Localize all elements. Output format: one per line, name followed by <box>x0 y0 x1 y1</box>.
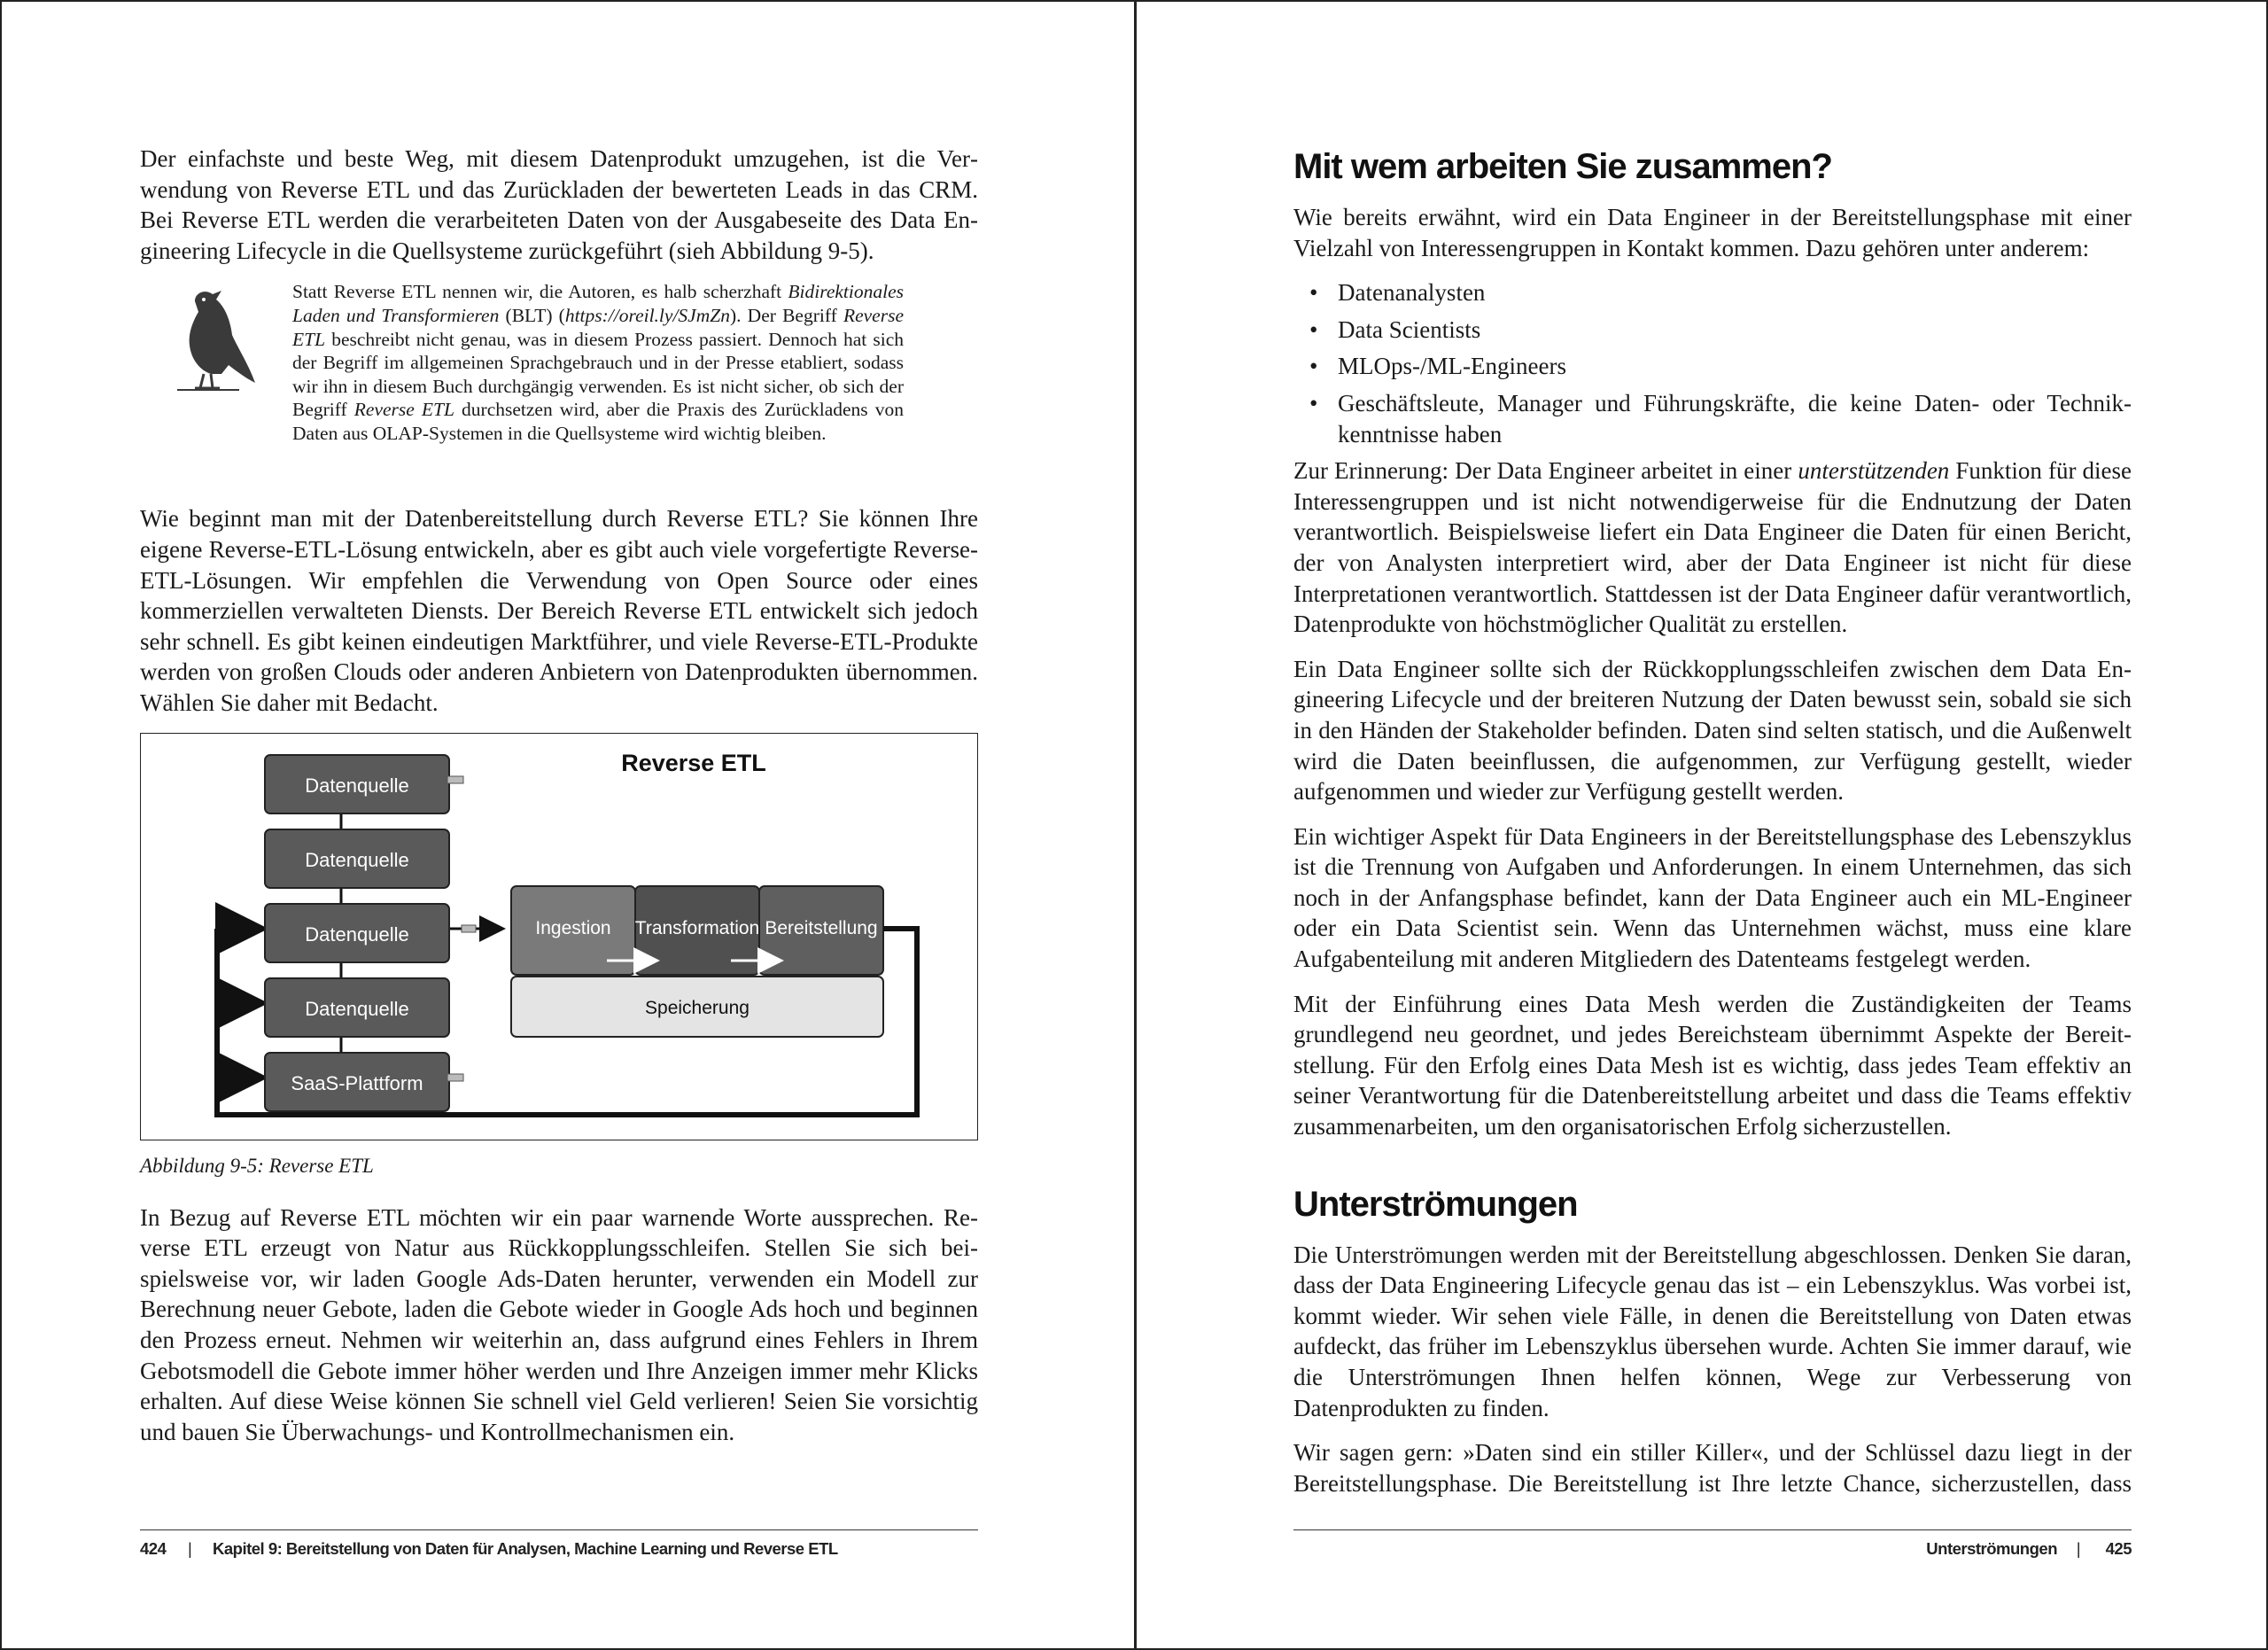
storage-label: Speicherung <box>645 997 750 1018</box>
left-text-column <box>140 144 978 1461</box>
paragraph-feedback: Ein Data Engineer sollte sich der Rückkopplungsschleifen zwischen dem Data Engineering Lifecycle und der breiteren Nutzung der Daten bewusst sein, sobald sie sich in den Händen der Stakeholder befinden. Daten sind selten statisch, und die Außenwelt wird die Daten beeinflussen, die aufgenommen, zur Verfügung gestellt, wieder aufgenommen und wieder zur Verfügung gestellt werden. <box>1293 655 2132 806</box>
source-label: Datenquelle <box>305 774 409 797</box>
stage-label: Ingestion <box>535 917 611 938</box>
paragraph-reverse-etl-start: Wie beginnt man mit der Datenbereitstellung durch Reverse ETL? Sie können Ihre eigene Reverse-ETL-Lösung entwickeln, aber es gibt auch viele vorgefertigte Reverse-ETL-Lösungen. Wir empfehlen die Verwendung von Open Source oder eines kommerziellen verwalteten Diensts. Der Bereich Reverse ETL entwickelt sich jedoch sehr schnell. Es gibt keinen eindeutigen Marktführer, und viele Reverse-ETL-Produkte werden von großen Clouds oder anderen Anbietern von Datenprodukten übernommen. Wählen Sie daher mit Bedacht. <box>140 505 978 716</box>
note-text-part: beschreibt nicht genau, was in diesem Prozess passiert. Dennoch hat sich der Begriff im allgemeinen Sprachgebrauch und in der Presse etabliert, sodass wir ihn in diesem Buch durchgängig verwenden. Es ist nicht sicher, ob sich der Begriff <box>292 328 904 421</box>
stakeholder-list <box>1293 277 2132 449</box>
source-label: Datenquelle <box>305 848 409 871</box>
source-box-3 <box>265 904 449 962</box>
left-page <box>2 2 1134 1650</box>
footer-separator: | <box>2076 1539 2080 1558</box>
list-item: • Datenanalysten <box>1338 277 2132 308</box>
page-number: 425 <box>2105 1539 2132 1558</box>
figure-caption: Abbildung 9-5: Reverse ETL <box>140 1154 374 1177</box>
source-box-1 <box>265 755 463 813</box>
section-title: Unterströmungen <box>1926 1539 2057 1558</box>
bird-icon <box>168 285 257 399</box>
paragraph-stakeholders-intro: Wie bereits erwähnt, wird ein Data Engineer in der Bereitstellungsphase mit einer Vielzahl von Interessengruppen in Kontakt kommen. Dazu gehören unter anderem: <box>1293 204 2132 261</box>
reminder-emphasis: unterstützenden <box>1798 457 1950 485</box>
left-footer <box>140 1529 978 1566</box>
paragraph-intro: Der einfachste und beste Weg, mit diesem Datenprodukt umzugehen, ist die Verwendung von Reverse ETL und das Zurückladen der bewerteten Leads in das CRM. Bei Reverse ETL werden die verarbeiteten Daten von der Ausgabeseite des Data Engineering Lifecycle in die Quellsysteme zurückgeführt (sieh Abbildung 9-5). <box>140 145 978 264</box>
reminder-text: Funktion für diese Interessengruppen und ist nicht notwendigerweise für die Endnutzung der Daten verantwortlich. Beispielsweise liefert ein Data Engineer die Daten für einen Bericht, der von Analysten interpretiert wird, aber der Data Engineer ist nicht für diese Interpretationen verantwortlich. Stattdessen ist der Data Engineer dafür verantwortlich, Datenprodukte von höchstmöglicher Qualität zu erstellen. <box>1293 457 2132 638</box>
source-label: Datenquelle <box>305 997 409 1020</box>
right-page <box>1137 2 2268 1650</box>
paragraph-silent-killer: Wir sagen gern: »Daten sind ein stiller Killer«, und der Schlüssel dazu liegt in der Bereitstellungsphase. Die Bereitstellung ist Ihre letzte Chance, sicherzustellen, dass <box>1293 1439 2132 1497</box>
note-link[interactable]: https://oreil.ly/SJmZn <box>564 304 730 326</box>
source-label: SaaS-Plattform <box>291 1071 423 1094</box>
paragraph-undercurrents: Die Unterströmungen werden mit der Bereitstellung abgeschlossen. Denken Sie daran, dass der Data Engineering Lifecycle genau das ist – ein Lebenszyklus. Was vorbei ist, kommt wieder. Wir sehen viele Fälle, in denen die Bereitstellung von Daten etwas aufdeckt, das früher im Lebenszyklus übersehen wurde. Achten Sie immer darauf, wie die Unterströmungen Ihnen helfen können, Wege zur Verbesserung von Datenprodukten zu finden. <box>1293 1241 2132 1421</box>
list-item: • Data Scientists <box>1338 315 2132 346</box>
stage-label: Bereitstellung <box>765 917 878 938</box>
reverse-etl-diagram <box>141 734 977 1140</box>
figure-reverse-etl <box>140 733 978 1140</box>
note-text-part: ). Der Begriff <box>729 304 843 326</box>
source-box-5 <box>265 1053 463 1111</box>
footer-separator: | <box>188 1539 192 1558</box>
list-item: • Geschäftsleute, Manager und Führungskräfte, die keine Daten- oder Technikkenntnisse haben <box>1338 388 2132 449</box>
list-item: • MLOps-/ML-Engineers <box>1338 351 2132 382</box>
note-text-part: durchsetzen wird, aber die Praxis des Zurückladens von Daten aus OLAP-Systemen in die Quellsysteme wird wichtig bleiben. <box>292 399 904 444</box>
note-text-emphasis: Bidirektionales Laden und Transformieren <box>292 281 904 326</box>
page-number: 424 <box>140 1539 167 1558</box>
section-heading: Mit wem arbeiten Sie zusammen? <box>1293 147 1832 186</box>
source-label: Datenquelle <box>305 922 409 946</box>
note-text-part: Statt Reverse ETL nennen wir, die Autoren, es halb scherzhaft <box>292 281 788 303</box>
right-text-column <box>1293 144 2132 1513</box>
reminder-text: Zur Erinnerung: Der Data Engineer arbeitet in einer <box>1293 457 1798 485</box>
diagram-title: Reverse ETL <box>621 749 766 776</box>
note-text-emphasis: Reverse ETL <box>292 304 904 350</box>
section-heading: Unterströmungen <box>1293 1184 1578 1224</box>
author-note <box>140 280 978 473</box>
storage-box <box>511 977 883 1037</box>
paragraph-warning: In Bezug auf Reverse ETL möchten wir ein paar warnende Worte aussprechen. Reverse ETL erzeugt von Natur aus Rückkopplungsschleifen. Stellen Sie sich beispielsweise vor, wir laden Google Ads-Daten herunter, verwenden ein Modell zur Berechnung neuer Gebote, laden die Gebote wieder in Google Ads hoch und beginnen den Prozess erneut. Nehmen wir weiterhin an, dass aufgrund eines Fehlers in Ihrem Gebotsmodell die Gebote immer höher werden und Ihre Anzeigen immer mehr Klicks erhalten. Auf diese Weise können Sie schnell viel Geld verlieren! Seien Sie vorsichtig und bauen Sie Überwachungs- und Kontrollmechanismen ein. <box>140 1203 978 1445</box>
note-text-part: (BLT) ( <box>499 304 565 326</box>
paragraph-reminder <box>1293 455 2132 640</box>
note-text <box>292 280 904 445</box>
stage-label: Transformation <box>634 917 760 938</box>
chapter-title: Kapitel 9: Bereitstellung von Daten für Analysen, Machine Learning und Reverse ETL <box>213 1539 838 1558</box>
paragraph-data-mesh: Mit der Einführung eines Data Mesh werden die Zuständigkeiten der Teams grundlegend neu geordnet, und jedes Bereichsteam übernimmt Aspekte der Bereitstellung. Für den Erfolg eines Data Mesh ist es wichtig, dass jedes Team effektiv an seiner Verantwortung für die Datenbereitstellung arbeitet und dass die Teams effektiv zusammenarbeiten, um den organisatorischen Erfolg sicherzustellen. <box>1293 990 2132 1140</box>
right-footer <box>1293 1529 2132 1566</box>
connector-plug <box>462 925 476 932</box>
source-box-2 <box>265 829 449 888</box>
source-box-4 <box>265 978 449 1037</box>
paragraph-separation: Ein wichtiger Aspekt für Data Engineers in der Bereitstellungsphase des Lebenszyklus ist die Trennung von Aufgaben und Anforderungen. In einem Unternehmen, das sich noch in der Anfangsphase befindet, kann der Data Engineer auch ein ML-Engineer oder ein Data Scientist sein. Wenn das Unternehmen wächst, muss eine klare Aufgabenteilung mit anderen Mitgliedern des Datenteams festgelegt werden. <box>1293 822 2132 973</box>
note-text-emphasis: Reverse ETL <box>353 399 454 421</box>
